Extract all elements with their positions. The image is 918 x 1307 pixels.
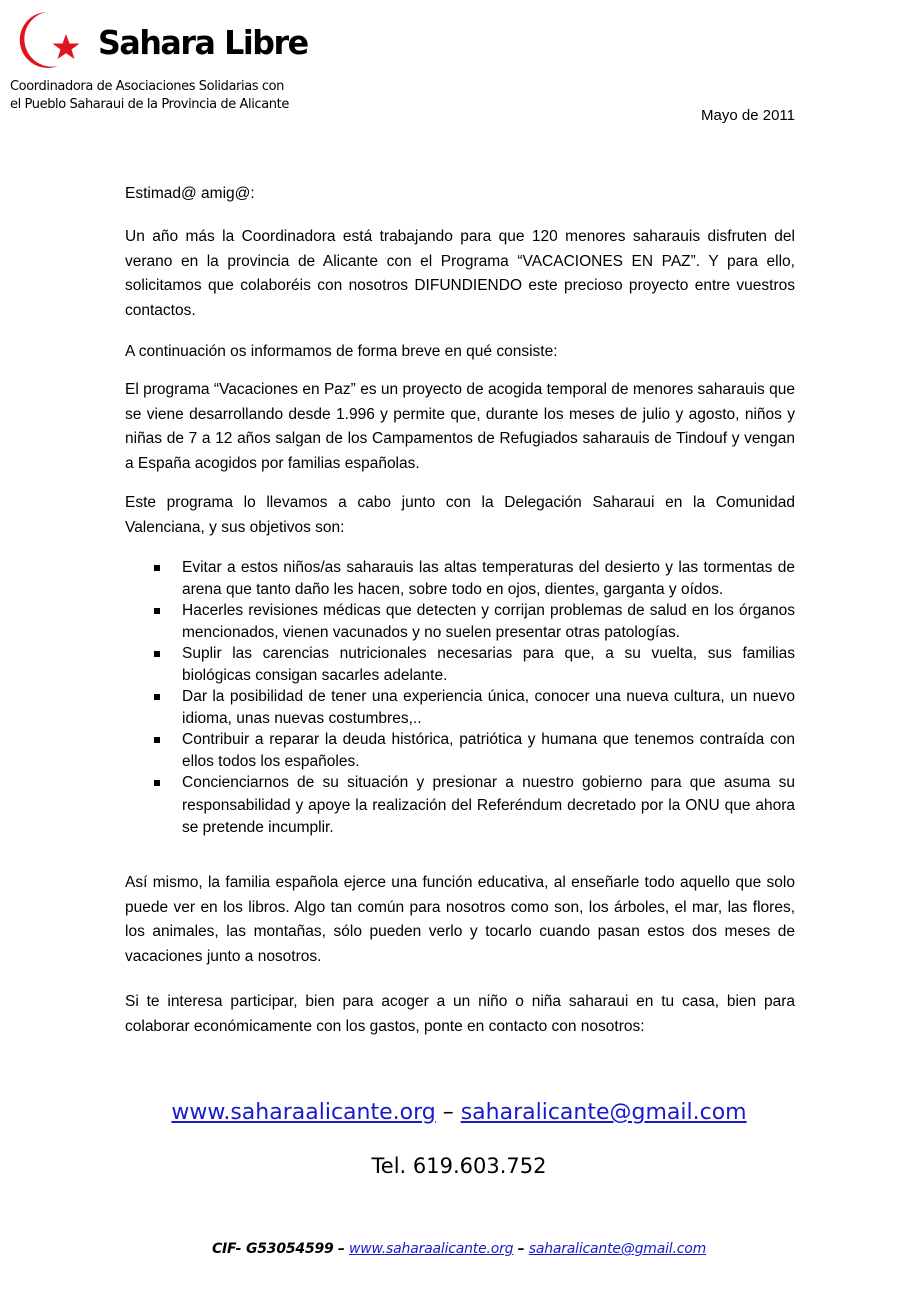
list-item bbox=[125, 557, 795, 600]
footer-website-link[interactable]: www.saharaalicante.org bbox=[348, 1241, 514, 1257]
paragraph-objectives-lead: Este programa lo llevamos a cabo junto con la Delegación Saharaui en la Comunidad Valenciana, y sus objetivos son: bbox=[125, 494, 795, 536]
list-item bbox=[125, 643, 795, 686]
paragraph-intro: Un año más la Coordinadora está trabajando para que 120 menores saharauis disfruten del verano en la provincia de Alicante con el Programa “VACACIONES EN PAZ”. Y para ello, solicitamos que colaboréis con nosotros DIFUNDIENDO este precioso proyecto entre vuestros contactos. bbox=[125, 228, 795, 319]
separator: – bbox=[442, 1100, 454, 1125]
letter-date: Mayo de 2011 bbox=[701, 107, 795, 124]
phone-number: Tel. 619.603.752 bbox=[371, 1154, 547, 1178]
objective-text: Hacerles revisiones médicas que detecten y corrijan problemas de salud en los órganos mencionados, vienen vacunados y no suelen presentar otras patologías. bbox=[182, 602, 795, 641]
greeting: Estimad@ amig@: bbox=[125, 185, 255, 202]
footer-cif: CIF- G53054599 bbox=[211, 1241, 334, 1257]
list-item bbox=[125, 686, 795, 729]
bullet-icon bbox=[154, 694, 160, 700]
list-item bbox=[125, 729, 795, 772]
bullet-icon bbox=[154, 608, 160, 614]
objective-text: Suplir las carencias nutricionales necesarias para que, a su vuelta, sus familias biológicas consigan sacarles adelante. bbox=[182, 645, 795, 684]
org-name-line-1: Coordinadora de Asociaciones Solidarias con bbox=[10, 79, 285, 94]
footer-separator: – bbox=[517, 1241, 525, 1257]
list-item bbox=[125, 600, 795, 643]
bullet-icon bbox=[154, 651, 160, 657]
footer-separator: – bbox=[337, 1241, 345, 1257]
org-name-line-2: el Pueblo Saharaui de la Provincia de Alicante bbox=[10, 97, 289, 112]
paragraph-call-to-action: Si te interesa participar, bien para acoger a un niño o niña saharaui en tu casa, bien para colaborar económicamente con los gastos, ponte en contacto con nosotros: bbox=[125, 993, 795, 1035]
website-link[interactable]: www.saharaalicante.org bbox=[171, 1100, 436, 1125]
paragraph-summary-lead: A continuación os informamos de forma breve en qué consiste: bbox=[125, 343, 558, 360]
bullet-icon bbox=[154, 780, 160, 786]
objective-text: Dar la posibilidad de tener una experiencia única, conocer una nueva cultura, un nuevo idioma, unas nuevas costumbres,.. bbox=[182, 688, 795, 727]
brand-title: Sahara Libre bbox=[98, 23, 308, 62]
objective-text: Concienciarnos de su situación y presionar a nuestro gobierno para que asuma su responsabilidad y apoye la realización del Referéndum decretado por la ONU que ahora se pretende incumplir. bbox=[182, 774, 795, 836]
objective-text: Evitar a estos niños/as saharauis las altas temperaturas del desierto y las tormentas de arena que tanto daño les hacen, sobre todo en ojos, dientes, garganta y oídos. bbox=[182, 559, 795, 598]
bullet-icon bbox=[154, 737, 160, 743]
crescent-star-icon bbox=[8, 10, 88, 70]
paragraph-educational-role: Así mismo, la familia española ejerce una función educativa, al enseñarle todo aquello que solo puede ver en los libros. Algo tan común para nosotros como son, los árboles, el mar, las flores, los animales, las montañas, sólo pueden verlo y tocarlo cuando pasan estos dos meses de vacaciones junto a nosotros. bbox=[125, 874, 795, 965]
list-item bbox=[125, 772, 795, 840]
paragraph-program-description: El programa “Vacaciones en Paz” es un proyecto de acogida temporal de menores saharauis que se viene desarrollando desde 1.996 y permite que, durante los meses de julio y agosto, niños y niñas de 7 a 12 años salgan de los Campamentos de Refugiados saharauis de Tindouf y vengan a España acogidos por familias españolas. bbox=[125, 381, 795, 472]
footer-email-link[interactable]: saharalicante@gmail.com bbox=[528, 1241, 707, 1257]
email-link[interactable]: saharalicante@gmail.com bbox=[460, 1100, 747, 1125]
objectives-list bbox=[125, 557, 795, 840]
footer bbox=[0, 1241, 918, 1257]
bullet-icon bbox=[154, 565, 160, 571]
objective-text: Contribuir a reparar la deuda histórica, patriótica y humana que tenemos contraída con ellos todos los españoles. bbox=[182, 731, 795, 770]
sahara-libre-logo bbox=[8, 10, 88, 70]
contact-line bbox=[0, 1100, 918, 1125]
